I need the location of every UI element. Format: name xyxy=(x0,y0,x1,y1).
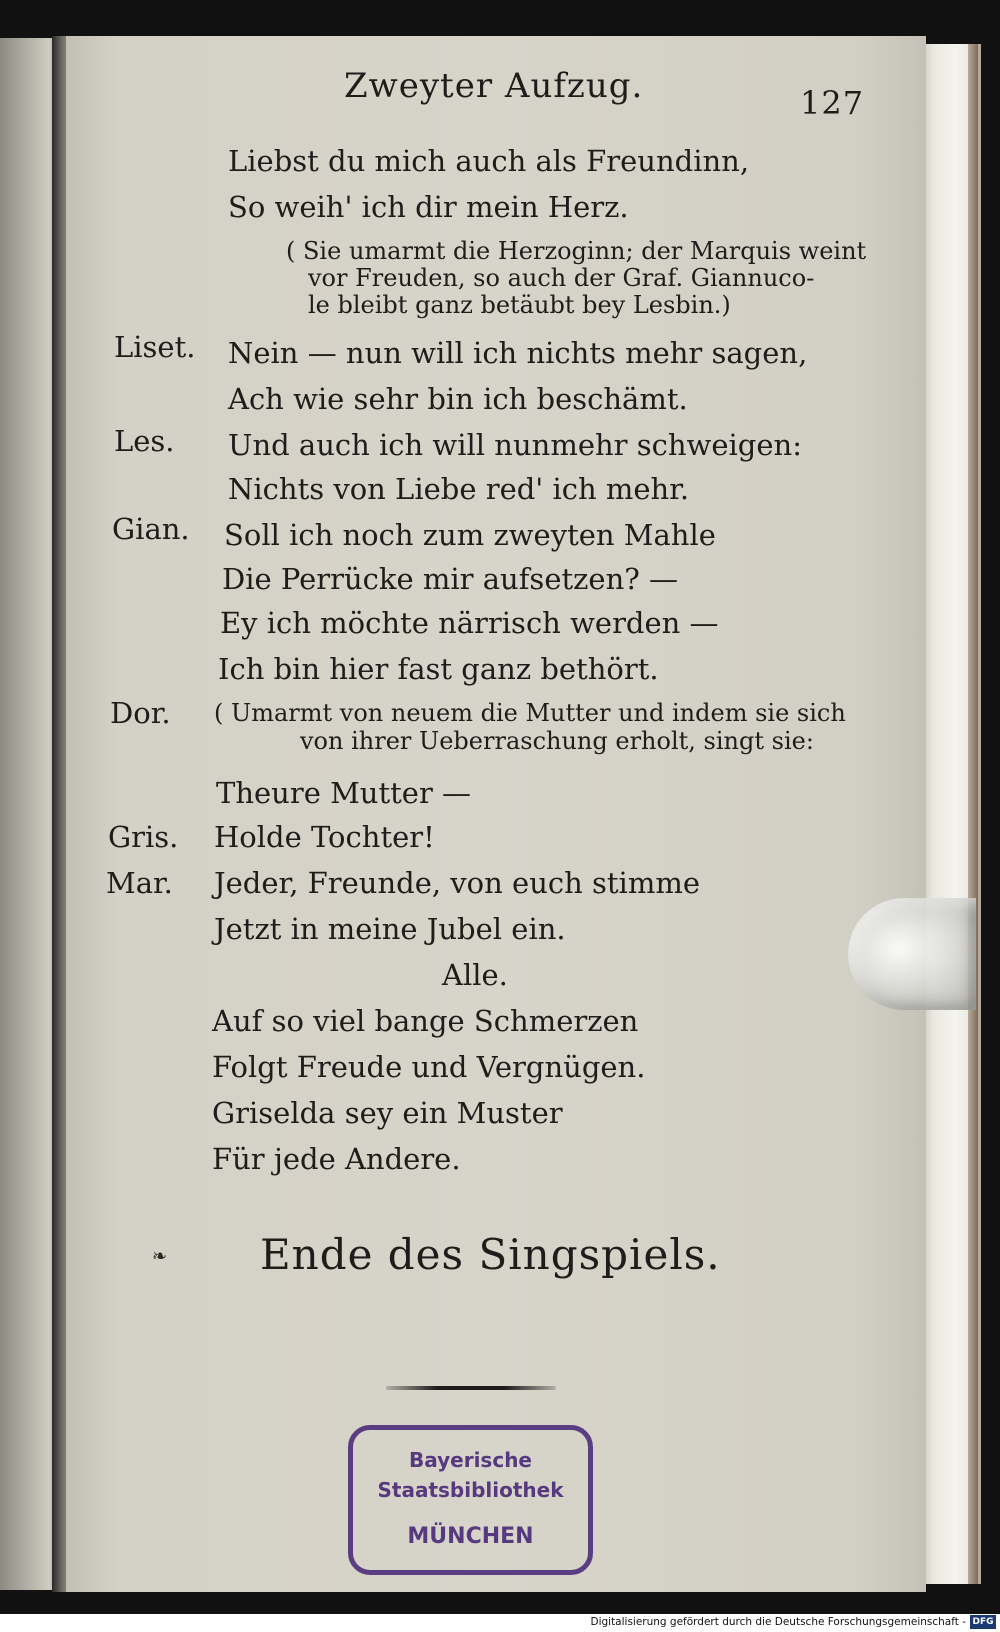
verse-line: Griselda sey ein Muster xyxy=(212,1096,563,1130)
speaker-name: Gian. xyxy=(112,512,190,546)
verse-line: Die Perrücke mir aufsetzen? — xyxy=(222,562,679,596)
verse-line: Und auch ich will nunmehr schweigen: xyxy=(228,428,802,462)
stage-direction-line: von ihrer Ueberraschung erholt, singt sie: xyxy=(300,727,814,755)
verse-line: Liebst du mich auch als Freundinn, xyxy=(228,144,750,178)
stamp-line: Bayerische xyxy=(408,1448,532,1472)
verse-line: Ach wie sehr bin ich beschämt. xyxy=(228,382,688,416)
verse-line: Für jede Andere. xyxy=(212,1142,461,1176)
verse-line: Jetzt in meine Jubel ein. xyxy=(214,912,566,946)
left-page-edge xyxy=(0,38,58,1590)
verse-line: Folgt Freude und Vergnügen. xyxy=(212,1050,646,1084)
stamp-line: MÜNCHEN xyxy=(407,1524,534,1549)
stage-direction-line: vor Freuden, so auch der Graf. Giannuco- xyxy=(308,264,815,292)
verse-line: Ey ich möchte närrisch werden — xyxy=(220,606,719,640)
verse-line: Soll ich noch zum zweyten Mahle xyxy=(224,518,716,552)
funding-credit: Digitalisierung gefördert durch die Deutsche Forschungsgemeinschaft - xyxy=(590,1616,966,1628)
verse-line: Jeder, Freunde, von euch stimme xyxy=(214,866,700,900)
chorus-heading: Alle. xyxy=(442,958,508,992)
verse-line: Auf so viel bange Schmerzen xyxy=(212,1004,639,1038)
closing-title: Ende des Singspiels. xyxy=(260,1230,721,1279)
stamp-line: Staatsbibliothek xyxy=(377,1478,564,1502)
stage-direction-line: ( Sie umarmt die Herzoginn; der Marquis weint xyxy=(286,237,867,265)
printer-mark-icon: ❧ xyxy=(152,1246,168,1267)
verse-line: Nichts von Liebe red' ich mehr. xyxy=(228,472,690,506)
library-stamp xyxy=(348,1425,593,1575)
speaker-name: Mar. xyxy=(106,866,173,900)
verse-line: Nein — nun will ich nichts mehr sagen, xyxy=(228,336,808,370)
stage-direction-line: le bleibt ganz betäubt bey Lesbin.) xyxy=(308,291,731,319)
speaker-name: Liset. xyxy=(114,330,196,364)
stage-direction-line: ( Umarmt von neuem die Mutter und indem sie sich xyxy=(214,699,846,727)
speaker-name: Les. xyxy=(114,424,175,458)
verse-line: Theure Mutter — xyxy=(216,776,472,810)
verse-line: Ich bin hier fast ganz bethört. xyxy=(218,652,659,686)
verse-line: So weih' ich dir mein Herz. xyxy=(228,190,629,224)
page-clip xyxy=(848,898,976,1010)
page-number: 127 xyxy=(800,84,865,122)
verse-line: Holde Tochter! xyxy=(214,820,435,854)
running-head: Zweyter Aufzug. xyxy=(344,66,644,106)
speaker-name: Dor. xyxy=(110,696,171,730)
book-cover-edge xyxy=(968,44,978,1584)
speaker-name: Gris. xyxy=(108,820,179,854)
dfg-logo: DFG xyxy=(970,1615,996,1629)
ornamental-rule xyxy=(386,1386,556,1390)
